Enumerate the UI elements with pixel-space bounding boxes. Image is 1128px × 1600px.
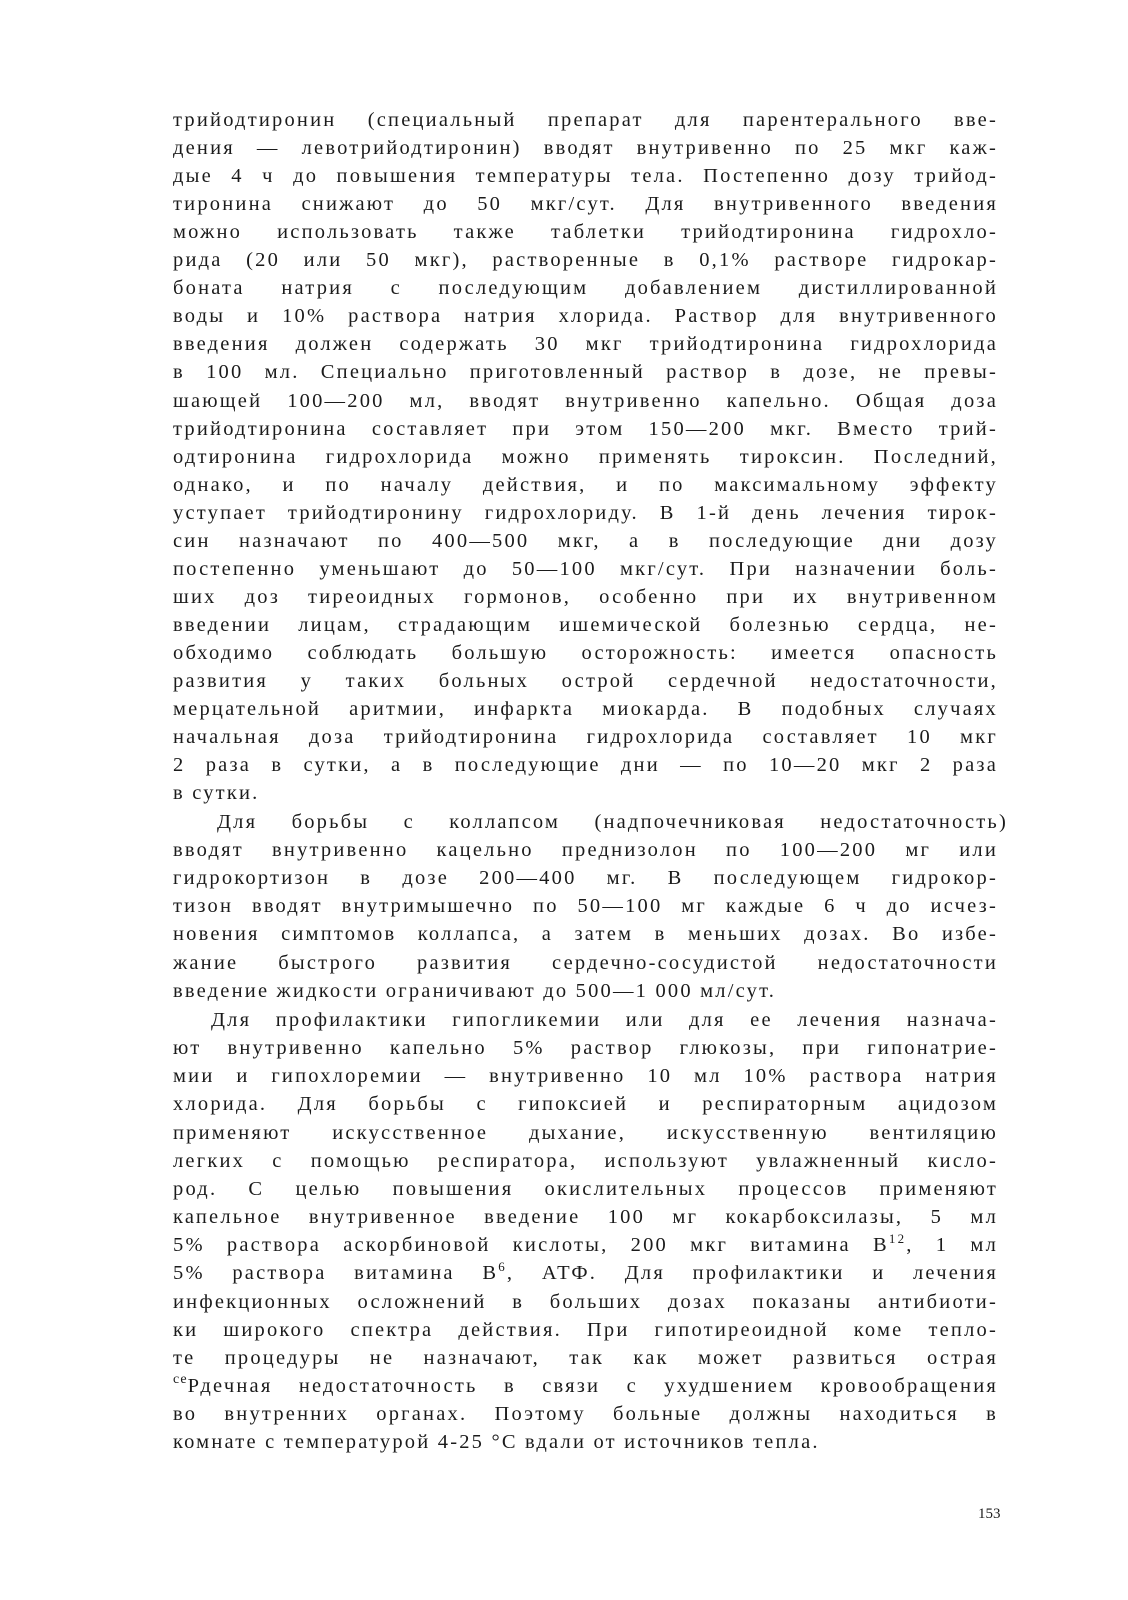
text-line: син назначают по 400—500 мкг, а в последующие дни дозу [173,529,998,552]
text-line: 5% раствора аскорбиновой кислоты, 200 мкг витамина $В^{12}$, 1 мл [173,1231,998,1257]
text-line: тизон вводят внутримышечно по 50—100 мг каждые 6 ч до исчез- [173,895,998,918]
text-line: капельное внутривенное введение 100 мг кокарбоксилазы, 5 мл [173,1206,998,1229]
text-line: мии и гипохлоремии — внутривенно 10 мл 10% раствора натрия [173,1065,998,1088]
text-line: трийодтиронин (специальный препарат для парентерального вве- [173,109,998,131]
text-line: $^{се}$Рдечная недостаточность в связи с ухудшением кровообращения [173,1371,998,1397]
text-line: дения — левотрийодтиронин) вводят внутривенно по 25 мкг каж- [173,137,998,160]
text-line: воды и 10% раствора натрия хлорида. Раствор для внутривенного [173,305,998,328]
text-line: Для борьбы с коллапсом (надпочечниковая недостаточность) [217,811,1008,833]
text-line: комнате с температурой 4-25 °С вдали от источников тепла. [173,1431,820,1454]
text-line: во внутренних органах. Поэтому больные должны находиться в [173,1403,998,1426]
text-line: в сутки. [173,782,260,805]
text-line: хлорида. Для борьбы с гипоксией и респираторным ацидозом [173,1093,998,1116]
text-line: трийодтиронина составляет при этом 150—200 мкг. Вместо трий- [173,417,998,440]
text-line: Для профилактики гипогликемии или для ее лечения назнача- [211,1009,998,1031]
text-line: те процедуры не назначают, так как может развиться острая [173,1346,998,1369]
text-line: можно использовать также таблетки трийодтиронина гидрохло- [173,221,998,244]
text-line: введении лицам, страдающим ишемической болезнью сердца, не- [173,613,998,636]
text-line: введение жидкости ограничивают до 500—1 000 мл/сут. [173,979,777,1002]
text-line: 5% раствора витамина $В^6$, АТФ. Для профилактики и лечения [173,1259,999,1285]
text-line: уступает трийодтиронину гидрохлориду. В 1-й день лечения тирок- [173,501,998,524]
text-line: род. С целью повышения окислительных процессов применяют [173,1177,998,1200]
text-line: однако, и по началу действия, и по максимальному эффекту [173,473,998,496]
text-line: мерцательной аритмии, инфаркта миокарда. В подобных случаях [173,698,998,721]
text-line: ют внутривенно капельно 5% раствор глюкозы, при гипонатрие- [173,1037,998,1060]
page-number: 153 [978,1506,1001,1522]
text-line: начальная доза трийодтиронина гидрохлорида составляет 10 мкг [173,726,998,749]
text-line: применяют искусственное дыхание, искусственную вентиляцию [173,1121,998,1144]
text-line: в 100 мл. Специально приготовленный раствор в дозе, не превы- [173,361,998,384]
text-line: шающей 100—200 мл, вводят внутривенно капельно. Общая доза [173,389,998,412]
text-line: вводят внутривенно кацельно преднизолон по 100—200 мг или [173,839,998,862]
text-line: развития у таких больных острой сердечной недостаточности, [173,670,998,692]
text-line: инфекционных осложнений в больших дозах показаны антибиоти- [173,1290,998,1313]
text-line: рида (20 или 50 мкг), растворенные в 0,1% растворе гидрокар- [173,249,998,272]
text-line: ших доз тиреоидных гормонов, особенно при их внутривенном [173,585,998,608]
text-line: тиронина снижают до 50 мкг/сут. Для внутривенного введения [173,193,998,216]
text-line: дые 4 ч до повышения температуры тела. Постепенно дозу трийод- [173,165,998,188]
text-line: гидрокортизон в дозе 200—400 мг. В последующем гидрокор- [173,867,998,890]
text-line: новения симптомов коллапса, а затем в меньших дозах. Во избе- [173,923,998,946]
text-line: жание быстрого развития сердечно-сосудистой недостаточности [173,951,998,974]
text-line: обходимо соблюдать большую осторожность: имеется опасность [173,641,998,664]
text-line: введения должен содержать 30 мкг трийодтиронина гидрохлорида [173,333,998,356]
text-line: ки широкого спектра действия. При гипотиреоидной коме тепло- [173,1318,998,1341]
text-line: боната натрия с последующим добавлением дистиллированной [173,277,998,300]
text-line: 2 раза в сутки, а в последующие дни — по 10—20 мкг 2 раза [173,754,998,777]
text-line: легких с помощью респиратора, используют увлажненный кисло- [173,1149,998,1172]
text-line: постепенно уменьшают до 50—100 мкг/сут. При назначении боль- [173,557,998,580]
text-line: одтиронина гидрохлорида можно применять тироксин. Последний, [173,445,998,468]
